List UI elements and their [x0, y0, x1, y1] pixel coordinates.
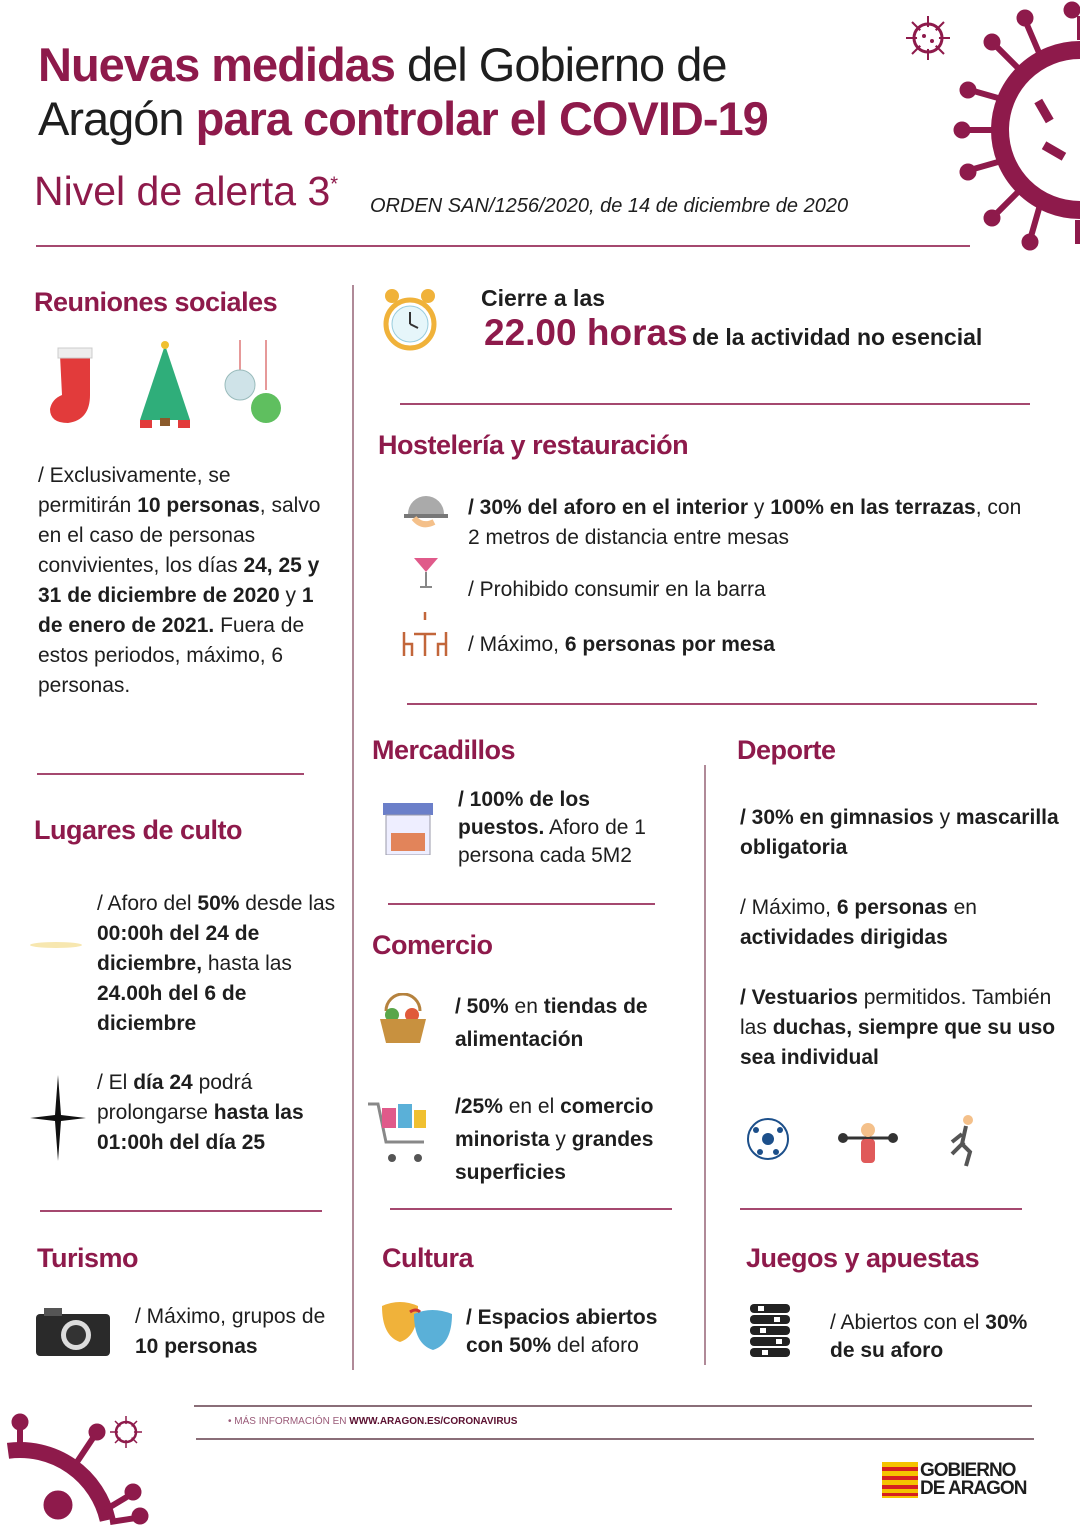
- divider: [740, 1208, 1022, 1210]
- text-segment: del aforo: [551, 1334, 639, 1357]
- gobierno-aragon-logo: [882, 1462, 1026, 1498]
- text-segment: 00:00h del 24 de diciembre,: [97, 922, 260, 975]
- turismo-text: [135, 1302, 335, 1362]
- text-segment: grandes superficies: [455, 1128, 654, 1184]
- divider: [390, 1208, 672, 1210]
- hosteleria-item-1: [468, 493, 1038, 553]
- text-segment: y: [549, 1128, 572, 1151]
- divider: [37, 773, 304, 775]
- poker-chips-icon: [748, 1302, 792, 1358]
- cloche-icon: [404, 490, 448, 530]
- text-segment: podrá prolongarse: [97, 1071, 253, 1124]
- title-line-2: [38, 92, 768, 146]
- hosteleria-item-3: [468, 630, 775, 660]
- text-segment: / Máximo,: [740, 896, 837, 919]
- text-segment: 1 de enero de 2021.: [38, 584, 314, 637]
- heading-deporte: Deporte: [737, 735, 836, 765]
- text-segment: / Vestuarios: [740, 986, 858, 1009]
- hosteleria-item-2: [468, 575, 766, 605]
- heading-turismo: Turismo: [37, 1243, 139, 1273]
- text-segment: / 30% en gimnasios: [740, 806, 934, 829]
- text-segment: en: [508, 995, 544, 1018]
- culto-text-2: [97, 1068, 337, 1158]
- text-segment: / Aforo del: [97, 892, 198, 915]
- text-segment: / Exclusivamente, se permitirán: [38, 464, 231, 517]
- weightlifter-icon: [838, 1123, 898, 1163]
- text-segment: 24.00h del 6 de diciembre: [97, 982, 247, 1035]
- reuniones-text: [38, 461, 328, 701]
- text-segment: actividades dirigidas: [740, 926, 948, 949]
- footer-prefix: • MÁS INFORMACIÓN EN: [228, 1416, 350, 1427]
- text-segment: / 30% del aforo en el interior: [468, 496, 749, 519]
- text-segment: , salvo en el caso de personas convivientes, los días: [38, 494, 321, 577]
- deporte-item-3: [740, 983, 1060, 1073]
- text-segment: 24, 25 y 31 de diciembre de 2020: [38, 554, 320, 607]
- divider: [400, 403, 1030, 405]
- text-segment: hasta las 01:00h del día 25: [97, 1101, 304, 1154]
- text-segment: en: [947, 896, 977, 919]
- heading-hosteleria: Hostelería y restauración: [378, 430, 689, 460]
- alarm-clock-icon: [380, 284, 440, 356]
- sports-icons: [746, 1112, 986, 1172]
- alert-level-text: Nivel de alerta 3: [34, 168, 331, 214]
- runner-icon: [952, 1115, 973, 1166]
- divider: [36, 245, 970, 247]
- text-segment: y: [279, 584, 302, 607]
- text-segment: desde las: [239, 892, 336, 915]
- order-reference: ORDEN SAN/1256/2020, de 14 de diciembre de 2020: [370, 195, 849, 217]
- text-segment: Aragón: [38, 92, 196, 145]
- grocery-basket-icon: [376, 993, 430, 1045]
- christmas-icons: [40, 340, 290, 430]
- market-stall-icon: [383, 803, 433, 855]
- heading-comercio: Comercio: [372, 930, 493, 960]
- cierre-rest: de la actividad no esencial: [692, 324, 983, 350]
- culto-text-1: [97, 889, 347, 1039]
- cierre-line1: Cierre a las: [481, 285, 606, 311]
- text-segment: 10 personas: [137, 494, 260, 517]
- text-segment: / Máximo, grupos de: [135, 1305, 326, 1328]
- heading-cultura: Cultura: [382, 1243, 473, 1273]
- alert-level: [34, 168, 338, 215]
- text-segment: permitidos. También las: [740, 986, 1052, 1039]
- juegos-text: [830, 1309, 1030, 1365]
- text-segment: y: [748, 496, 771, 519]
- text-segment: Fuera de estos periodos, máximo, 6 personas.: [38, 614, 305, 697]
- soccer-ball-icon: [748, 1119, 788, 1159]
- stocking-icon: [50, 348, 92, 423]
- ornaments-icon: [225, 340, 281, 423]
- theater-masks-icon: [380, 1300, 456, 1352]
- comercio-item-2: [455, 1090, 705, 1189]
- heading-juegos: Juegos y apuestas: [746, 1243, 980, 1273]
- heading-culto: Lugares de culto: [34, 815, 243, 845]
- text-segment: / 50%: [455, 995, 509, 1018]
- title-line-1: [38, 38, 726, 92]
- text-segment: / Espacios abiertos con 50%: [466, 1306, 658, 1357]
- text-segment: Nuevas medidas: [38, 38, 395, 91]
- text-segment: para controlar el COVID-19: [195, 92, 768, 145]
- christmas-tree-icon: [140, 341, 190, 428]
- logo-line2: DE ARAGON: [920, 1478, 1027, 1499]
- camera-icon: [36, 1308, 110, 1356]
- text-segment: 10 personas: [135, 1335, 258, 1358]
- shopping-cart-icon: [366, 1100, 432, 1166]
- text-segment: del Gobierno de: [394, 38, 727, 91]
- divider: [194, 1405, 1032, 1407]
- logo-line1: GOBIERNO: [920, 1460, 1016, 1481]
- small-virus-icon: [902, 12, 954, 64]
- comercio-item-1: [455, 990, 695, 1056]
- text-segment: día 24: [133, 1071, 193, 1094]
- text-segment: 6 personas por mesa: [564, 633, 775, 656]
- text-segment: / Abiertos con el: [830, 1311, 986, 1334]
- text-segment: / Máximo,: [468, 633, 565, 656]
- footer-info: [228, 1416, 517, 1427]
- text-segment: / Prohibido consumir en la barra: [468, 578, 766, 601]
- text-segment: 30% de su aforo: [830, 1311, 1028, 1362]
- heading-mercadillos: Mercadillos: [372, 735, 516, 765]
- text-segment: comercio minorista: [455, 1095, 654, 1151]
- deporte-item-1: [740, 803, 1060, 863]
- cocktail-icon: [412, 550, 440, 590]
- heading-reuniones: Reuniones sociales: [34, 287, 278, 317]
- text-segment: duchas, siempre que su uso sea individual: [740, 1016, 1056, 1069]
- text-segment: mascarilla obligatoria: [740, 806, 1059, 859]
- divider: [407, 703, 1037, 705]
- text-segment: 6 personas: [836, 896, 948, 919]
- deporte-item-2: [740, 893, 1040, 953]
- text-segment: , con 2 metros de distancia entre mesas: [468, 496, 1022, 549]
- text-segment: 50%: [197, 892, 240, 915]
- text-segment: /25%: [455, 1095, 503, 1118]
- text-segment: / El: [97, 1071, 134, 1094]
- text-segment: / 100% de los puestos.: [458, 788, 590, 839]
- text-segment: hasta las: [202, 952, 292, 975]
- cierre-line2: [484, 312, 982, 354]
- table-chairs-icon: [400, 612, 450, 658]
- small-virus-bottom-icon: [108, 1414, 144, 1450]
- virus-decoration-icon: [940, 0, 1080, 260]
- cultura-text: [466, 1304, 696, 1360]
- text-segment: en el: [502, 1095, 561, 1118]
- candle-glow-icon: [28, 930, 88, 960]
- column-divider: [352, 285, 354, 1370]
- divider: [40, 1210, 322, 1212]
- text-segment: Aforo de 1 persona cada 5M2: [458, 816, 646, 867]
- text-segment: 100% en las terrazas: [770, 496, 976, 519]
- footer-link[interactable]: WWW.ARAGON.ES/CORONAVIRUS: [349, 1416, 518, 1427]
- text-segment: tiendas de alimentación: [455, 995, 648, 1051]
- alert-asterisk: *: [330, 173, 339, 196]
- divider: [388, 903, 655, 905]
- column-divider: [704, 765, 706, 1365]
- star-icon: [30, 1075, 86, 1161]
- aragon-flag-icon: [882, 1462, 918, 1498]
- divider: [196, 1438, 1034, 1440]
- mercadillos-text: [458, 786, 678, 870]
- cierre-hour: 22.00 horas: [484, 312, 688, 353]
- text-segment: y: [933, 806, 956, 829]
